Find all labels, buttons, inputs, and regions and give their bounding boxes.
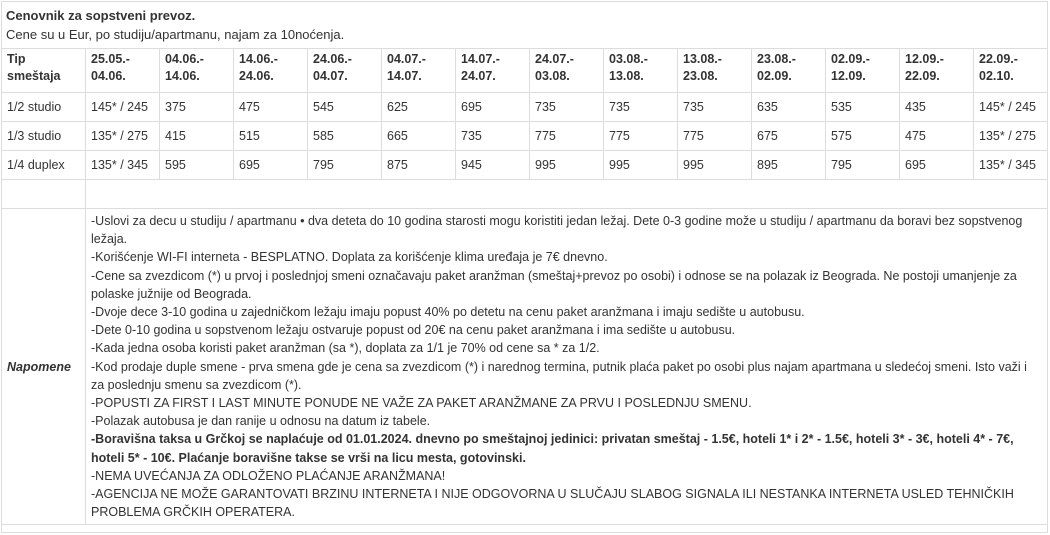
note-line: -Dete 0-10 godina u sopstvenom ležaju ostvaruje popust od 20€ na cenu paket aranžmana i ima sedište u autobusu. [91, 323, 736, 338]
price-cell: 635 [752, 93, 826, 122]
column-header-period [308, 49, 382, 93]
column-header-period [678, 49, 752, 93]
period-end: 04.07. [313, 69, 348, 83]
note-line: -Kada jedna osoba koristi paket aranžman (sa *), doplata za 1/1 je 70% od cene sa * za 1/2. [91, 341, 600, 356]
spacer-cell [86, 180, 1048, 209]
note-line: -Kod prodaje duple smene - prva smena gde je cena sa zvezdicom (*) i narednog termina, putnik plaća paket po osobi plus najam apartmana u sledećoj smeni. Isto važi i za poslednju smenu sa zvezdicom (*). [91, 359, 1027, 392]
page-subtitle: Cene su u Eur, po studiju/apartmanu, najam za 10noćenja. [6, 27, 345, 42]
period-end: 13.08. [609, 69, 644, 83]
period-end: 02.10. [979, 69, 1014, 83]
price-table [1, 48, 1048, 525]
period-start: 22.09.- [979, 52, 1018, 66]
price-cell: 435 [900, 93, 974, 122]
price-cell: 735 [530, 93, 604, 122]
period-end: 12.09. [831, 69, 866, 83]
accommodation-type-cell: 1/4 duplex [2, 151, 86, 180]
column-header-period [160, 49, 234, 93]
price-cell: 475 [900, 122, 974, 151]
price-cell: 695 [456, 93, 530, 122]
period-start: 12.09.- [905, 52, 944, 66]
price-cell: 875 [382, 151, 456, 180]
price-cell: 775 [678, 122, 752, 151]
price-cell: 695 [900, 151, 974, 180]
price-cell: 735 [604, 93, 678, 122]
note-line: -Polazak autobusa je dan ranije u odnosu na datum iz tabele. [91, 414, 431, 429]
period-start: 03.08.- [609, 52, 648, 66]
note-line: -Cene sa zvezdicom (*) u prvoj i poslednjoj smeni označavaju paket aranžman (smeštaj+prevoz po osobi) i odnose se na polazak iz Beograda. Ne postoji umanjenje za polaske južnije od Beograda. [91, 268, 1017, 301]
price-cell: 375 [160, 93, 234, 122]
price-cell: 625 [382, 93, 456, 122]
price-cell: 575 [826, 122, 900, 151]
price-cell: 135* / 275 [974, 122, 1048, 151]
note-line: -Korišćenje WI-FI interneta - BESPLATNO. Doplata za korišćenje klima uređaja je 7€ dnevno. [91, 250, 608, 265]
period-start: 14.06.- [239, 52, 278, 66]
table-row [2, 122, 1048, 151]
period-start: 04.06.- [165, 52, 204, 66]
period-start: 24.06.- [313, 52, 352, 66]
note-line: -POPUSTI ZA FIRST I LAST MINUTE PONUDE NE VAŽE ZA PAKET ARANŽMANE ZA PRVU I POSLEDNJU SMENU. [91, 396, 752, 411]
period-start: 02.09.- [831, 52, 870, 66]
price-cell: 585 [308, 122, 382, 151]
price-cell: 145* / 245 [86, 93, 160, 122]
accommodation-type-cell: 1/2 studio [2, 93, 86, 122]
price-cell: 135* / 275 [86, 122, 160, 151]
price-cell: 695 [234, 151, 308, 180]
price-list-header [6, 7, 344, 43]
table-row [2, 93, 1048, 122]
spacer-row [2, 180, 1048, 209]
notes-content [86, 209, 1048, 525]
column-header-period [826, 49, 900, 93]
type-header-line2: smeštaja [7, 69, 61, 83]
note-line: -NEMA UVEĆANJA ZA ODLOŽENO PLAĆANJE ARANŽMANA! [91, 468, 446, 483]
column-header-period [530, 49, 604, 93]
price-cell: 895 [752, 151, 826, 180]
price-cell: 735 [456, 122, 530, 151]
period-start: 24.07.- [535, 52, 574, 66]
price-cell: 665 [382, 122, 456, 151]
spacer-cell [2, 180, 86, 209]
period-start: 23.08.- [757, 52, 796, 66]
note-line: -Dvoje dece 3-10 godina u zajedničkom ležaju imaju popust 40% po detetu na cenu paket aranžmana i imaju sedište u autobusu. [91, 305, 805, 320]
period-end: 02.09. [757, 69, 792, 83]
period-end: 14.06. [165, 69, 200, 83]
accommodation-type-cell: 1/3 studio [2, 122, 86, 151]
price-cell: 135* / 345 [974, 151, 1048, 180]
price-cell: 475 [234, 93, 308, 122]
column-header-period [456, 49, 530, 93]
notes-label: Napomene [2, 209, 86, 525]
column-header-period [234, 49, 308, 93]
price-cell: 535 [826, 93, 900, 122]
type-header-line1: Tip [7, 52, 26, 66]
column-header-period [382, 49, 456, 93]
period-end: 24.07. [461, 69, 496, 83]
period-end: 23.08. [683, 69, 718, 83]
note-line: -AGENCIJA NE MOŽE GARANTOVATI BRZINU INTERNETA I NIJE ODGOVORNA U SLUČAJU SLABOG SIGNALA ILI NESTANKA INTERNETA USLED TEHNIČKIH PROBLEMA GRČKIH OPERATERA. [91, 487, 1014, 520]
price-cell: 775 [530, 122, 604, 151]
price-cell: 775 [604, 122, 678, 151]
period-start: 25.05.- [91, 52, 130, 66]
period-end: 04.06. [91, 69, 126, 83]
price-cell: 545 [308, 93, 382, 122]
table-row [2, 151, 1048, 180]
period-end: 24.06. [239, 69, 274, 83]
price-cell: 795 [308, 151, 382, 180]
price-cell: 595 [160, 151, 234, 180]
notes-row [2, 209, 1048, 525]
price-cell: 995 [604, 151, 678, 180]
price-cell: 795 [826, 151, 900, 180]
period-start: 04.07.- [387, 52, 426, 66]
price-cell: 735 [678, 93, 752, 122]
price-cell: 145* / 245 [974, 93, 1048, 122]
column-header-period [86, 49, 160, 93]
period-end: 14.07. [387, 69, 422, 83]
price-cell: 675 [752, 122, 826, 151]
column-header-period [604, 49, 678, 93]
column-header-type [2, 49, 86, 93]
period-start: 14.07.- [461, 52, 500, 66]
note-line: -Boravišna taksa u Grčkoj se naplaćuje od 01.01.2024. dnevno po smeštajnoj jedinici: privatan smeštaj - 1.5€, hoteli 1* i 2* - 1.5€, hoteli 3* - 3€, hoteli 4* - 7€, hoteli 5* - 10€. Plaćanje boravišne takse se vrši na licu mesta, gotovinski. [91, 432, 1014, 465]
column-header-period [900, 49, 974, 93]
table-header-row [2, 49, 1048, 93]
note-line: -Uslovi za decu u studiju / apartmanu • dva deteta do 10 godina starosti mogu koristiti jedan ležaj. Dete 0-3 godine može u studiju / apartmanu da boravi bez sopstvenog ležaja. [91, 214, 1023, 247]
period-start: 13.08.- [683, 52, 722, 66]
price-cell: 135* / 345 [86, 151, 160, 180]
price-cell: 945 [456, 151, 530, 180]
period-end: 03.08. [535, 69, 570, 83]
page-title: Cenovnik za sopstveni prevoz. [6, 8, 196, 23]
period-end: 22.09. [905, 69, 940, 83]
column-header-period [752, 49, 826, 93]
price-cell: 995 [678, 151, 752, 180]
price-cell: 515 [234, 122, 308, 151]
price-cell: 415 [160, 122, 234, 151]
price-cell: 995 [530, 151, 604, 180]
column-header-period [974, 49, 1048, 93]
